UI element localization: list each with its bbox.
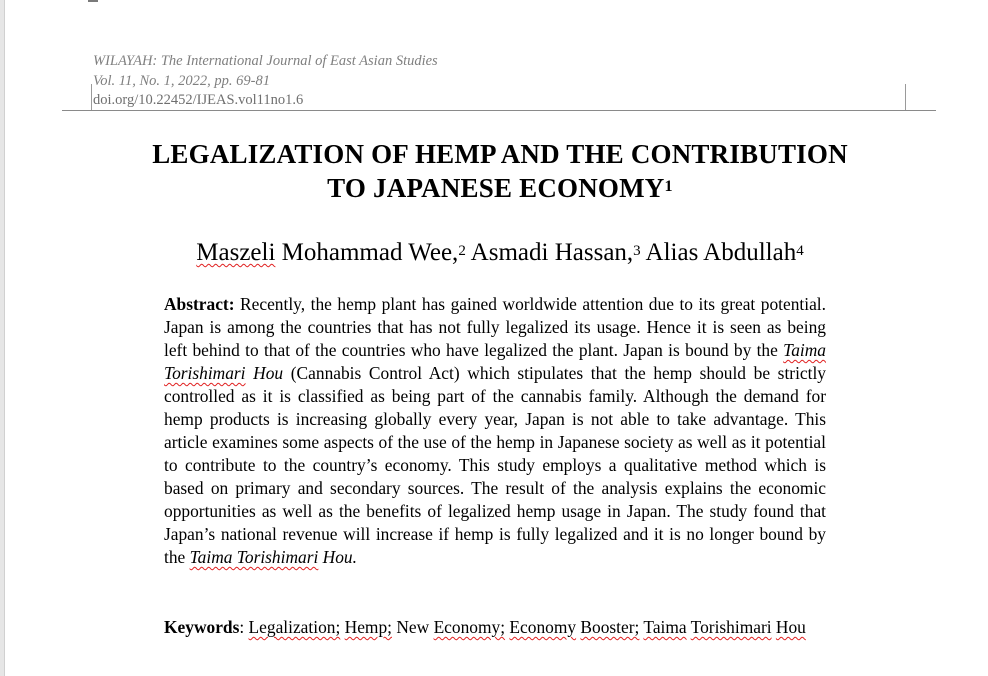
journal-name: WILAYAH: The International Journal of East Asian Studies — [93, 53, 438, 69]
keyword-legalization: Legalization; — [248, 617, 341, 637]
abstract-label: Abstract: — [164, 294, 235, 314]
author3-name: Alias Abdullah — [640, 239, 797, 266]
abstract-term-2: Hou — [245, 363, 284, 383]
volume-info: Vol. 11, No. 1, 2022, pp. 69-81 — [93, 72, 270, 89]
abstract-term-1: Taima Torishimari — [164, 340, 826, 383]
article-title — [100, 137, 900, 205]
abstract-term-4: Hou. — [318, 547, 357, 567]
margin-mark-left — [91, 84, 92, 111]
top-tab-marker — [88, 0, 98, 2]
author1-name: Mohammad Wee, — [275, 239, 459, 266]
keyword-new: New — [396, 617, 430, 637]
keyword-taima: Taima — [643, 617, 687, 637]
margin-mark-right — [905, 84, 906, 111]
keyword-economy-2: Economy — [509, 617, 577, 637]
title-line-1: LEGALIZATION OF HEMP AND THE CONTRIBUTION — [152, 139, 848, 169]
keywords-paragraph — [164, 616, 826, 639]
abstract-text-2: (Cannabis Control Act) which stipulates that the hemp should be strictly controlled as it is classified as being part of the cannabis family. Although the demand for hemp products is increasing globally every year, Japan is not able to take advantage. This article examines some aspects of the use of the hemp in Japanese society as well as it potential to contribute to the country’s economy. This study employs a qualitative method which is based on primary and secondary sources. The result of the analysis explains the economic opportunities as well as the benefits of legalized hemp usage in Japan. The study found that Japan’s national revenue will increase if hemp is fully legalized and it is no longer bound by the — [164, 363, 826, 567]
author1-first-name: Maszeli — [196, 239, 276, 266]
keyword-hemp: Hemp; — [344, 617, 392, 637]
title-footnote: 1 — [664, 177, 673, 196]
author2-name: Asmadi Hassan, — [465, 239, 634, 266]
author2-footnote: 3 — [633, 242, 641, 259]
abstract-term-3: Taima Torishimari — [189, 547, 319, 567]
page-edge — [0, 0, 5, 676]
keyword-economy: Economy; — [433, 617, 506, 637]
title-line-2-text: TO JAPANESE ECONOMY — [327, 173, 665, 203]
running-header — [93, 52, 438, 111]
keywords-colon: : — [239, 617, 249, 637]
abstract-text-1: Recently, the hemp plant has gained worldwide attention due to its great potential. Japan is among the countries that has not fully legalized its usage. Hence it is seen as being left behind to that of the countries who have legalized the plant. Japan is bound by the — [164, 294, 826, 360]
header-rule — [62, 110, 936, 111]
doi-text: doi.org/10.22452/IJEAS.vol11no1.6 — [93, 92, 304, 108]
author-list — [100, 237, 900, 269]
keyword-hou: Hou — [775, 617, 806, 637]
abstract-paragraph — [164, 293, 826, 569]
keywords-label: Keywords — [164, 617, 240, 637]
keyword-torishimari: Torishimari — [690, 617, 772, 637]
author1-footnote: 2 — [458, 242, 466, 259]
keyword-booster: Booster; — [580, 617, 640, 637]
author3-footnote: 4 — [796, 242, 804, 259]
title-line-2 — [100, 171, 900, 205]
